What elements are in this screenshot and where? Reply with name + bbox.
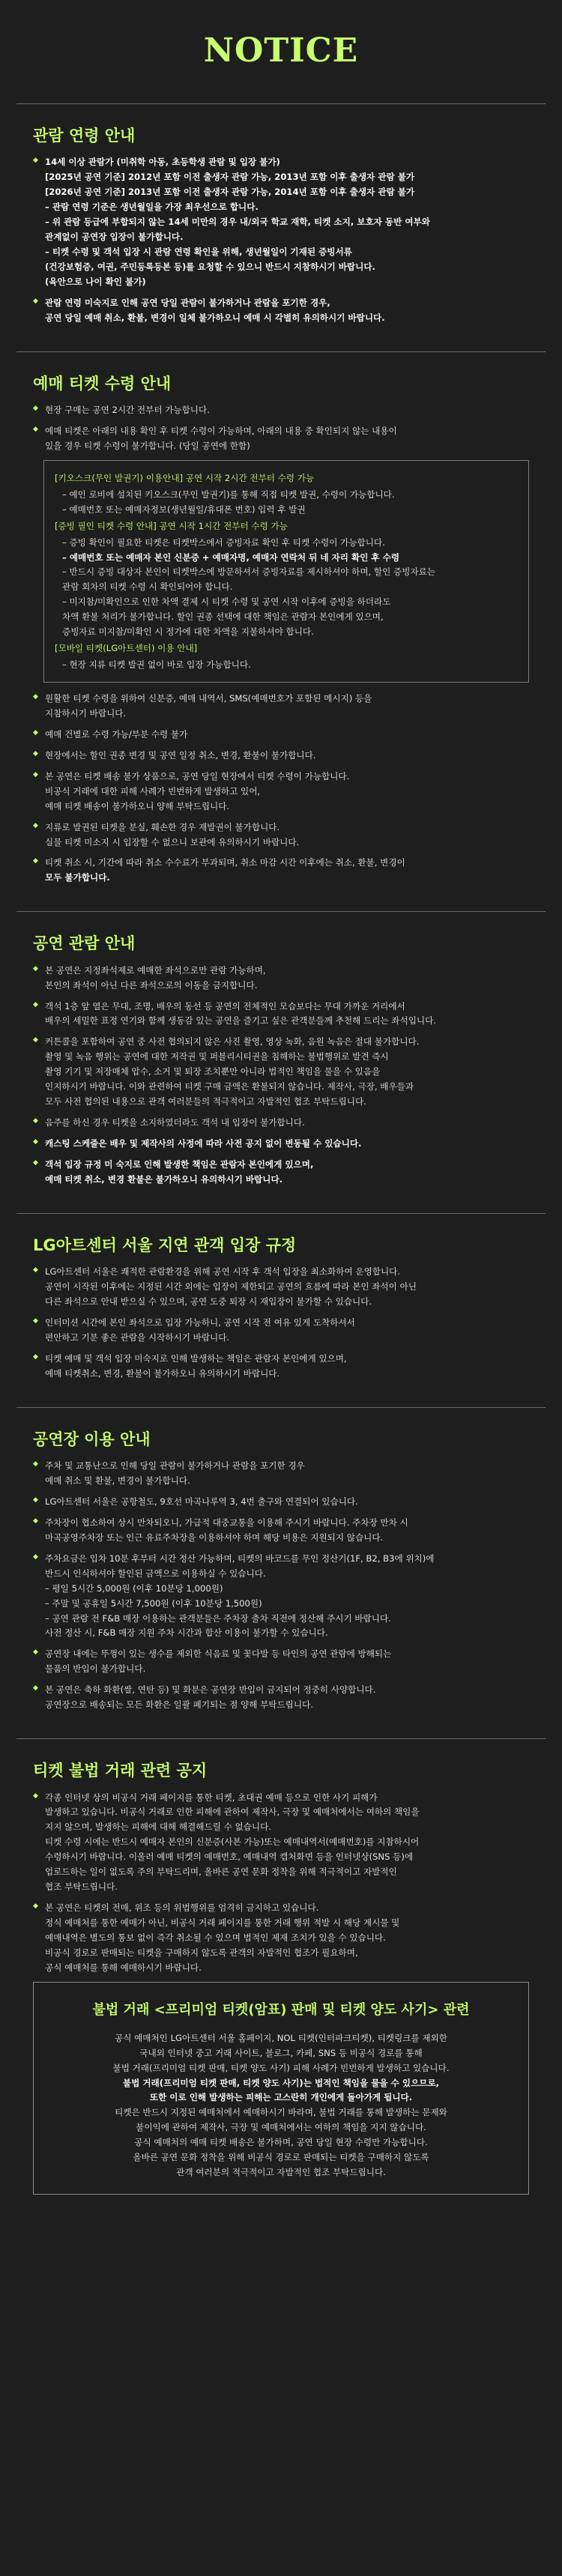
item-text: 반드시 인식하셔야 할인된 금액으로 이용하실 수 있습니다. (45, 1567, 266, 1579)
item-text: 본인의 좌석이 아닌 다른 좌석으로의 이동을 금지합니다. (45, 979, 258, 991)
illegal-trade-text: 국내외 인터넷 중고 거래 사이트, 블로그, 카페, SNS 등 비공식 경로를 통해 (139, 2047, 423, 2058)
box-text: – 증빙 확인이 필요한 티켓은 티켓박스에서 증빙자료 확인 후 티켓 수령이 가능합니다. (62, 536, 385, 548)
illegal-trade-text: 공식 예매처인 LG아트센터 서울 홈페이지, NOL 티켓(인터파크티켓), 티켓링크를 제외한 (115, 2032, 447, 2043)
list-item (33, 856, 529, 886)
item-text: ◆ 현장에서는 할인 권종 변경 및 공연 일정 취소, 변경, 환불이 불가합니다. (45, 749, 316, 761)
item-text: ◆ 객석 1층 앞 열은 무대, 조명, 배우의 동선 등 공연의 전체적인 모습보다는 무대 가까운 거리에서 (45, 1000, 405, 1012)
illegal-trade-text: 불법 거래(프리미엄 티켓 판매, 티켓 양도 사기)는 법적인 책임을 물을 수 있으므로, (122, 2077, 440, 2088)
item-text: 인지하시기 바랍니다. 이와 관련하여 티켓 구매 금액은 환불되지 않습니다. 제작사, 극장, 배우들과 (45, 1081, 414, 1092)
item-text: 비공식 경로로 판매되는 티켓을 구매하지 않도록 관객의 자발적인 협조가 필요하며, (45, 1947, 358, 1958)
illegal-trade-text: 불법 거래(프리미엄 티켓 판매, 티켓 양도 사기) 피해 사례가 빈번하게 발생하고 있습니다. (112, 2062, 450, 2073)
item-text: 발생하고 있습니다. 비공식 거래로 인한 피해에 관하여 제작사, 극장 및 예매처에서는 여하의 책임을 (45, 1806, 420, 1818)
item-text: ◆ 음주를 하신 경우 티켓을 소지하였더라도 객석 내 입장이 불가합니다. (45, 1117, 305, 1128)
item-text: 공식 예매처를 통해 예매하시기 바랍니다. (45, 1962, 202, 1973)
list-item (33, 1791, 529, 1896)
item-sub-text: (건강보험증, 여권, 주민등록등본 등)를 요청할 수 있으니 반드시 지참하시기 바랍니다. (45, 261, 375, 272)
item-text: ◆ 주차 및 교통난으로 인해 당일 관람이 불가하거나 관람을 포기한 경우 (45, 1460, 305, 1472)
item-text: 예매 티켓취소, 변경, 환불이 불가하오니 유의하시기 바랍니다. (45, 1367, 280, 1379)
item-text: ◆ 티켓 예매 및 객석 입장 미숙지로 인해 발생하는 책임은 관람자 본인에게 있으며, (45, 1352, 347, 1364)
item-text: ◆ 본 공연은 축하 화환(쌀, 연탄 등) 및 화분은 공연장 반입이 금지되어 정중히 사양합니다. (45, 1684, 376, 1696)
list-item (33, 1516, 529, 1546)
item-text: 배우의 세밀한 표정 연기와 함께 생동감 있는 공연을 즐기고 싶은 관객분들께 추천해 드리는 좌석입니다. (45, 1015, 436, 1027)
section-1 (16, 351, 546, 912)
info-box (43, 460, 529, 683)
item-text: 모두 불가합니다. (45, 872, 110, 883)
section-heading: 예매 티켓 수령 안내 (33, 374, 172, 393)
item-text: ◆ 공연장 내에는 뚜껑이 있는 생수를 제외한 식음료 및 꽃다발 등 타인의 공연 관람에 방해되는 (45, 1648, 392, 1660)
list-item (33, 1683, 529, 1713)
item-text: 마곡공영주차장 또는 인근 유료주차장을 이용하셔야 하며 해당 비용은 지원되지 않습니다. (45, 1532, 384, 1543)
item-text: ◆ 원활한 티켓 수령을 위하여 신분증, 예매 내역서, SMS(예매번호가 포함된 메시지) 등을 (45, 693, 372, 704)
box-heading: [증빙 필인 티켓 수령 안내] 공연 시작 1시간 전부터 수령 가능 (55, 520, 288, 531)
item-list (33, 1459, 529, 1713)
list-item (33, 1000, 529, 1030)
list-item (33, 749, 529, 764)
item-text: ◆ 관람 연령 미숙지로 인해 공연 당일 관람이 불가하거나 관람을 포기한 경우, (45, 297, 330, 308)
item-sub-text: (육안으로 나이 확인 불가) (45, 276, 146, 287)
box-text: – 미지참/미확인으로 인한 차액 결제 시 티켓 수령 및 공연 시작 이후에 증빙을 하더라도 (62, 596, 391, 608)
item-text: ◆ 인터미션 시간에 본인 좌석으로 입장 가능하니, 공연 시작 전 여유 있게 도착하셔서 (45, 1317, 355, 1328)
item-text: 협조 부탁드립니다. (45, 1881, 118, 1893)
list-item (33, 770, 529, 814)
list-item (33, 424, 529, 454)
list-item (33, 1352, 529, 1382)
box-text: – 예매번호 또는 예매자 본인 신분증 + 예매자명, 예매자 연락처 뒤 네 자리 확인 후 수령 (62, 551, 400, 563)
box-text: – 현장 지류 티켓 발권 없이 바로 입장 가능합니다. (62, 659, 251, 671)
box-heading: [키오스크(무인 발권기) 이용안내] 공연 시작 2시간 전부터 수령 가능 (55, 472, 315, 483)
illegal-trade-text: 올바른 공연 문화 정착을 위해 비공식 경로로 판매되는 티켓을 구매하지 않도록 (133, 2152, 429, 2163)
item-list (33, 1791, 529, 1976)
section-3 (16, 1213, 546, 1407)
item-list (33, 403, 529, 454)
item-text: 물품의 반입이 불가합니다. (45, 1663, 146, 1675)
box-text: 관람 회차의 티켓 수령 시 확인되어야 합니다. (62, 581, 233, 593)
list-item (33, 1552, 529, 1642)
item-text: 예매 티켓 배송이 불가하오니 양해 부탁드립니다. (45, 800, 230, 811)
section-heading: 티켓 불법 거래 관련 공지 (33, 1762, 208, 1780)
list-item (33, 1158, 529, 1188)
sections-container (16, 103, 546, 2214)
item-text: 지지 않으며, 발생하는 피해에 대해 해결해드릴 수 없습니다. (45, 1821, 271, 1833)
list-item (33, 964, 529, 994)
item-text: ◆ 커튼콜을 포함하여 공연 중 사전 협의되지 않은 사진 촬영, 영상 녹화, 음원 녹음은 절대 불가합니다. (45, 1036, 420, 1047)
section-heading: 관람 연령 안내 (33, 127, 136, 145)
illegal-trade-title: 불법 거래 <프리미엄 티켓(암표) 판매 및 티켓 양도 사기> 관련 (92, 2001, 470, 2018)
item-sub-text: [2026년 공연 기준] 2013년 포함 이전 출생자 관람 가능, 2014년 포함 이후 출생자 관람 불가 (45, 187, 415, 198)
item-list (33, 1265, 529, 1382)
list-item (33, 820, 529, 850)
item-text: 지참하시기 바랍니다. (45, 707, 127, 719)
list-item (33, 1035, 529, 1110)
section-0 (16, 103, 546, 351)
item-text: 정식 예매처를 통한 예매가 아닌, 비공식 거래 페이지를 통한 거래 행위 적발 시 해당 계시물 및 (45, 1917, 400, 1928)
item-text: ◆ 지류로 발권된 티켓을 분실, 훼손한 경우 재발권이 불가합니다. (45, 821, 280, 832)
item-sub-text: – 주말 및 공휴일 5시간 7,500원 (이후 10분당 1,500원) (45, 1597, 262, 1609)
item-text: ◆ 주차요금은 입차 10분 후부터 시간 정산 가능하며, 티켓의 바코드를 무인 정산기(1F, B2, B3에 위치)에 (45, 1552, 435, 1564)
item-text: ◆ 현장 구매는 공연 2시간 전부터 가능합니다. (45, 405, 210, 415)
section-5 (16, 1738, 546, 2214)
item-sub-list (45, 1582, 529, 1642)
box-text: 증빙자료 미지참/미확인 시 정가에 대한 차액을 지불하셔야 합니다. (62, 626, 314, 638)
item-text: ◆ 예매 건별로 수령 가능/부분 수령 불가 (45, 728, 188, 740)
list-item (33, 1459, 529, 1489)
item-text: 비공식 거래에 대한 피해 사례가 빈번하게 발생하고 있어, (45, 785, 261, 796)
list-item (33, 728, 529, 743)
item-text: 공연장으로 배송되는 모든 화환은 일괄 폐기되는 점 양해 부탁드립니다. (45, 1699, 313, 1711)
item-text: 편안하고 기분 좋은 관람을 시작하시기 바랍니다. (45, 1331, 230, 1343)
item-text: ◆ 티켓 취소 시, 기간에 따라 취소 수수료가 부과되며, 취소 마감 시간 이후에는 취소, 환불, 변경이 (45, 857, 405, 868)
item-sub-list (45, 170, 529, 290)
item-sub-text: – 평일 5시간 5,000원 (이후 10분당 1,000원) (45, 1582, 223, 1594)
section-2 (16, 911, 546, 1213)
section-heading: 공연장 이용 안내 (33, 1430, 151, 1448)
section-heading: LG아트센터 서울 지연 관객 입장 규정 (33, 1236, 297, 1254)
item-text: ◆ 본 공연은 티켓의 전매, 위조 등의 위법행위를 엄격히 금지하고 있습니다. (45, 1902, 319, 1914)
item-text: ◆ 각종 인터넷 상의 비공식 거래 페이지를 통한 티켓, 초대권 예매 등으로 인한 사기 피해가 (45, 1792, 378, 1803)
illegal-trade-text: 또한 이로 인해 발생하는 피해는 고스란히 개인에게 돌아가게 됩니다. (149, 2092, 413, 2103)
item-text: ◆ 14세 이상 관람가 (미취학 아동, 초등학생 관람 및 입장 불가) (45, 157, 280, 168)
item-text: 예매 취소 및 환불, 변경이 불가합니다. (45, 1475, 190, 1487)
item-text: 예매내역은 별도의 통보 없이 즉각 취소될 수 있으며 법적인 제재 조치가 있을 수 있습니다. (45, 1932, 386, 1943)
list-item (33, 1265, 529, 1310)
item-text: 공연이 시작된 이후에는 지정된 시간 외에는 입장이 제한되고 공연의 흐름에 따라 본인 좌석이 아닌 (45, 1281, 417, 1292)
item-list-after (33, 692, 529, 886)
item-sub-text: [2025년 공연 기준] 2012년 포함 이전 출생자 관람 가능, 2013년 포함 이후 출생자 관람 불가 (45, 172, 415, 183)
item-text: ◆ 본 공연은 티켓 배송 불가 상품으로, 공연 당일 현장에서 티켓 수령이 가능합니다. (45, 770, 350, 781)
item-text: 있을 경우 티켓 수령이 불가합니다. (당일 공연에 한함) (45, 440, 250, 451)
section-4 (16, 1407, 546, 1738)
item-text: 업로드하는 일이 없도록 주의 부탁드리며, 올바른 공연 문화 정착을 위해 적극적이고 자발적인 (45, 1866, 397, 1878)
item-text: ◆ LG아트센터 서울은 쾌적한 관람환경을 위해 공연 시작 후 객석 입장을 최소화하여 운영합니다. (45, 1266, 401, 1278)
section-heading: 공연 관람 안내 (33, 934, 136, 953)
item-text: 수령하시기 바랍니다. 이울러 예매 티켓의 예매번호, 예매내역 캡처화면 등을 인터넷상(SNS 등)에 (45, 1851, 414, 1863)
item-text: ◆ LG아트센터 서울은 공항철도, 9호선 마곡나루역 3, 4번 출구와 연결되어 있습니다. (45, 1496, 358, 1507)
item-text: ◆ 캐스팅 스케줄은 배우 및 제작사의 사정에 따라 사전 공지 없이 변동될 수 있습니다. (45, 1138, 362, 1149)
item-text: 티켓 수령 시에는 반드시 예매자 본인의 신분증(사본 가능)또는 예매내역서(예매번호)를 지참하시어 (45, 1836, 420, 1848)
item-text: 예매 티켓 취소, 변경 환불은 불가하오니 유의하시기 바랍니다. (45, 1173, 283, 1185)
item-list (33, 964, 529, 1188)
item-text: 실물 티켓 미소지 시 입장할 수 없으니 보관에 유의하시기 바랍니다. (45, 836, 300, 847)
list-item (33, 692, 529, 722)
item-list (33, 155, 529, 325)
item-sub-text: 관계없이 공연장 입장이 불가합니다. (45, 232, 184, 243)
list-item (33, 1647, 529, 1677)
box-text: – 반드시 증빙 대상자 본인이 티켓박스에 방문하셔서 증빙자료를 제시하셔야 하며, 할인 증빙자료는 (62, 566, 436, 578)
item-text: 다른 좌석으로 안내 받으실 수 있으며, 공연 도중 퇴장 시 재입장이 불가할 수 있습니다. (45, 1296, 372, 1307)
illegal-trade-text: 공식 예매처의 예매 티켓 배송은 불가하며, 공연 당일 현장 수령만 가능합니다. (134, 2137, 428, 2148)
item-text: 모두 사전 협의된 내용으로 관객 여러분들의 적극적이고 자발적인 협조 부탁드립니다. (45, 1096, 366, 1107)
list-item (33, 155, 529, 289)
illegal-trade-text: 불이익에 관하여 제작사, 극장 및 예매처에서는 여하의 책임을 지지 않습니다. (136, 2122, 426, 2133)
item-sub-text: – 관람 연령 기준은 생년월일을 가장 최우선으로 합니다. (45, 202, 259, 213)
illegal-trade-text: 티켓은 반드시 지정된 예매처에서 예매하시기 바라며, 불법 거래를 통해 발생하는 문제와 (115, 2107, 447, 2118)
list-item (33, 1901, 529, 1976)
box-text: 차액 환불 처리가 불가합니다. 할인 권종 선택에 대한 책임은 관람자 본인에게 있으며, (62, 611, 384, 623)
illegal-trade-box (33, 1982, 529, 2195)
item-text: ◆ 객석 입장 규정 미 숙지로 인해 발생한 책임은 관람자 본인에게 있으며, (45, 1158, 314, 1170)
item-sub-text: – 공연 관람 전 F&B 매장 이용하는 관객분들은 주차장 출차 직전에 정산해 주시기 바랍니다. (45, 1612, 391, 1624)
illegal-trade-text: 관객 여러분의 적극적이고 자발적인 협조 부탁드립니다. (176, 2167, 386, 2178)
page-title: NOTICE (203, 31, 359, 70)
box-heading: [모바일 티켓(LG아트센터) 이용 안내] (55, 643, 198, 654)
list-item (33, 1116, 529, 1131)
item-text: 공연 당일 예매 취소, 환불, 변경이 일체 불가하오니 예매 시 각별히 유의하시기 바랍니다. (45, 312, 385, 323)
list-item (33, 296, 529, 326)
list-item (33, 1316, 529, 1346)
box-text: – 예인 로비에 설치된 키오스크(무인 발권기)를 통해 직접 티켓 발권, 수령이 가능합니다. (62, 489, 395, 500)
item-text: ◆ 주차장이 협소하여 상시 만차되오니, 가급적 대중교통을 이용해 주시기 바랍니다. 주차장 만차 시 (45, 1517, 408, 1528)
box-text: – 예매번호 또는 예매자정보(생년월일/휴대폰 번호) 입력 후 발권 (62, 504, 306, 515)
item-text: 촬영 및 녹음 행위는 공연에 대한 저작권 및 퍼블리시티권을 침해하는 불법행위로 발견 즉시 (45, 1051, 389, 1062)
item-text: ◆ 본 공연은 지정좌석제로 예매한 좌석으로만 관람 가능하며, (45, 964, 266, 976)
item-text: 촬영 기기 및 저장매체 압수, 소거 및 퇴장 조치뿐만 아니라 법적인 책임을 물을 수 있음을 (45, 1066, 381, 1077)
item-text: ◆ 예매 티켓은 아래의 내용 확인 후 티켓 수령이 가능하며, 아래의 내용 중 확인되지 않는 내용이 (45, 425, 397, 436)
item-sub-text: 사전 정산 시, F&B 매장 지원 주차 시간과 합산 이용이 불가할 수 있습니다. (45, 1627, 328, 1639)
list-item (33, 1137, 529, 1152)
item-sub-text: – 위 관람 등급에 부합되지 않는 14세 미만의 경우 내/외국 학교 재학, 티켓 소지, 보호자 동반 여부와 (45, 217, 430, 228)
item-sub-text: – 티켓 수령 및 객석 입장 시 관람 연령 확인을 위해, 생년월일이 기재된 증빙서류 (45, 246, 352, 257)
list-item (33, 403, 529, 418)
list-item (33, 1495, 529, 1510)
